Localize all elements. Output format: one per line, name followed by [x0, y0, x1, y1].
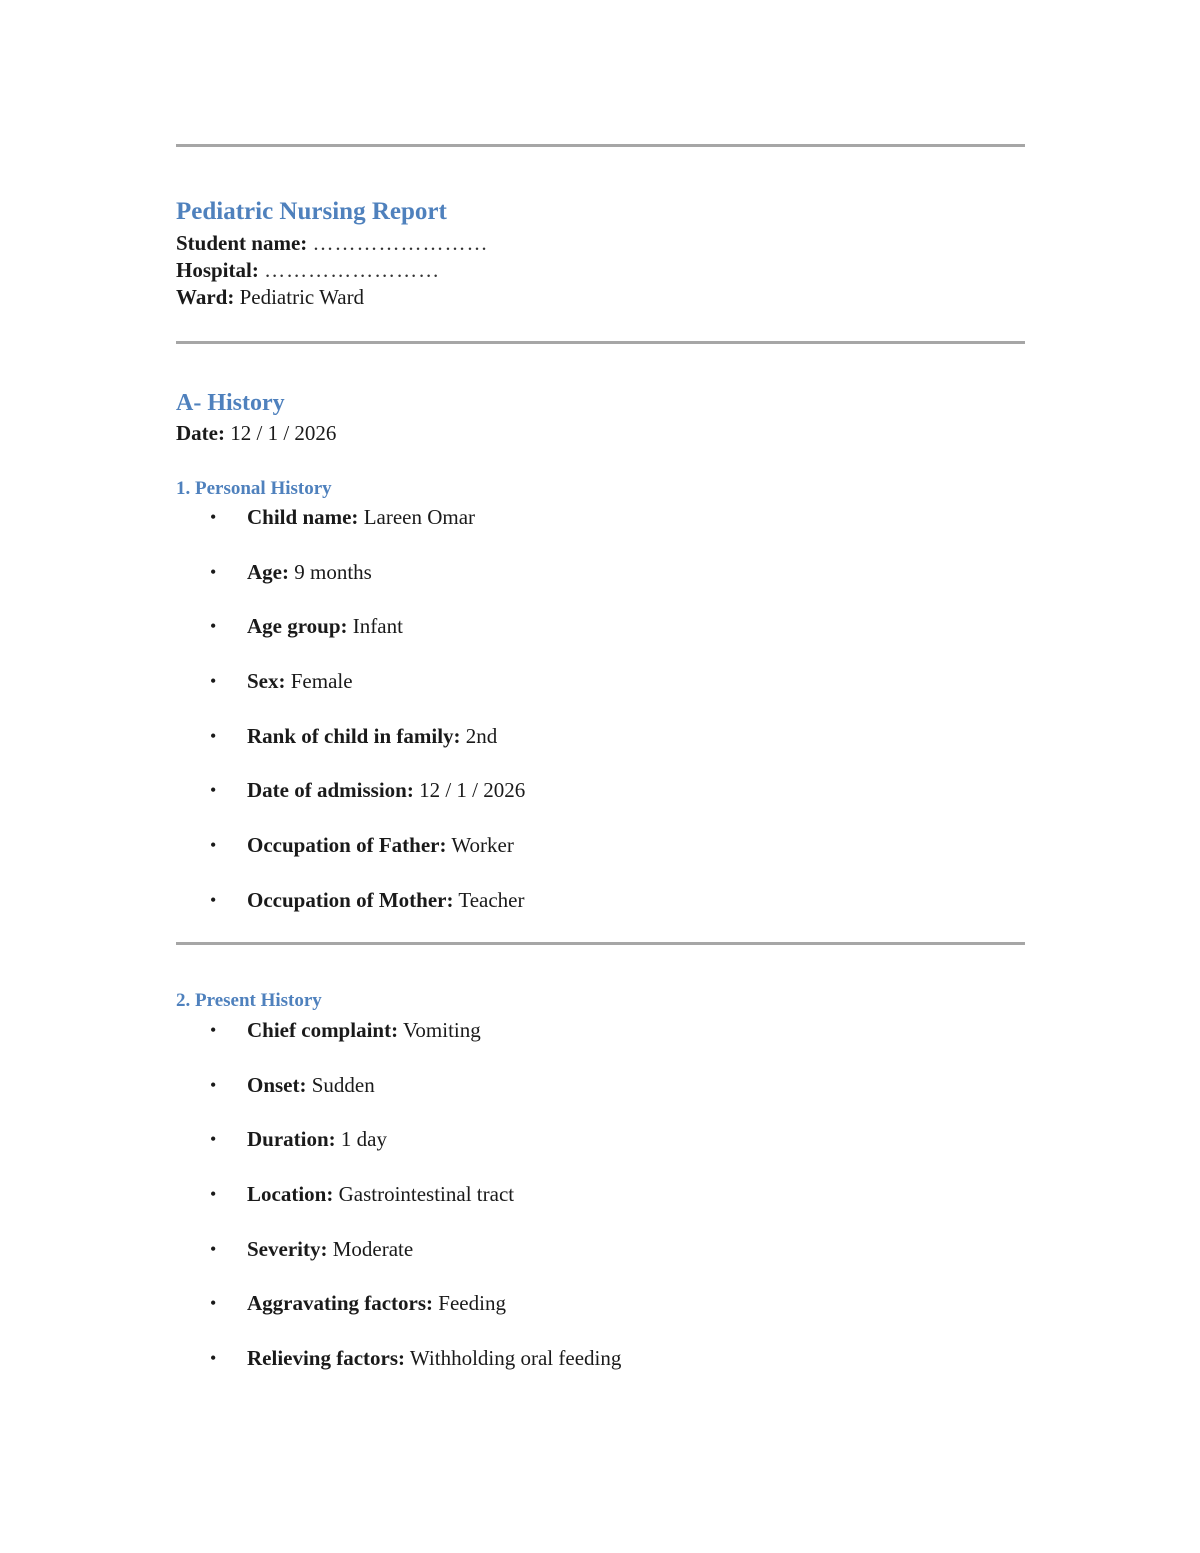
list-item	[176, 1235, 1025, 1290]
item-value: Feeding	[438, 1291, 506, 1316]
item-label: Age:	[247, 559, 289, 584]
hospital-label: Hospital:	[176, 258, 259, 282]
item-label: Date of admission:	[247, 778, 414, 803]
list-item	[176, 1289, 1025, 1344]
bullet-icon: •	[210, 1020, 217, 1040]
bullet-icon: •	[210, 1348, 217, 1369]
item-value: Teacher	[458, 887, 525, 912]
bullet-icon: •	[210, 725, 217, 746]
ward-line	[176, 284, 489, 311]
item-label: Chief complaint:	[247, 1018, 399, 1042]
list-item	[176, 1016, 1025, 1071]
item-value: Worker	[451, 833, 514, 858]
student-name-value: ……………………	[312, 231, 489, 255]
report-meta	[176, 230, 489, 311]
item-value: Vomiting	[402, 1018, 481, 1042]
item-value: 2nd	[465, 723, 498, 748]
list-item	[176, 831, 1025, 886]
list-item	[176, 722, 1025, 777]
history-date-label: Date:	[176, 421, 225, 445]
top-divider	[176, 144, 1025, 147]
bullet-icon: •	[210, 1184, 217, 1205]
item-label: Sex:	[247, 669, 286, 694]
list-item	[176, 776, 1025, 831]
bullet-icon: •	[210, 780, 217, 801]
item-label: Occupation of Father:	[247, 833, 447, 858]
list-item	[176, 503, 1025, 558]
student-name-label: Student name:	[176, 231, 308, 255]
list-item	[176, 612, 1025, 667]
personal-history-title: 1. Personal History	[176, 478, 332, 499]
item-value: 9 months	[294, 559, 372, 584]
section-divider	[176, 942, 1025, 945]
item-label: Location:	[247, 1182, 334, 1207]
item-value: 12 / 1 / 2026	[419, 778, 526, 803]
item-label: Relieving factors:	[247, 1346, 406, 1371]
item-value: Infant	[352, 614, 403, 639]
item-label: Aggravating factors:	[247, 1291, 434, 1316]
item-value: Sudden	[311, 1072, 375, 1097]
item-label: Duration:	[247, 1127, 336, 1152]
bullet-icon: •	[210, 1293, 217, 1314]
student-name-line	[176, 230, 489, 257]
list-item	[176, 1125, 1025, 1180]
hospital-value: ……………………	[264, 258, 441, 282]
bullet-icon: •	[210, 561, 217, 582]
item-label: Onset:	[247, 1072, 307, 1097]
ward-value: Pediatric Ward	[239, 285, 365, 309]
item-label: Age group:	[247, 614, 348, 639]
item-value: Moderate	[332, 1236, 414, 1261]
section-divider	[176, 341, 1025, 344]
hospital-line	[176, 257, 489, 284]
item-value: Lareen Omar	[363, 505, 476, 529]
bullet-icon: •	[210, 616, 217, 637]
item-label: Occupation of Mother:	[247, 887, 454, 912]
history-section-title: A- History	[176, 390, 285, 416]
list-item	[176, 1180, 1025, 1235]
ward-label: Ward:	[176, 285, 235, 309]
present-history-title: 2. Present History	[176, 990, 322, 1011]
history-date-line	[176, 420, 336, 447]
bullet-icon: •	[210, 835, 217, 856]
item-value: 1 day	[340, 1127, 387, 1152]
history-date-value: 12 / 1 / 2026	[230, 421, 337, 445]
list-item	[176, 1071, 1025, 1126]
list-item	[176, 558, 1025, 613]
document-page	[176, 0, 1025, 1553]
item-label: Rank of child in family:	[247, 723, 461, 748]
bullet-icon: •	[210, 671, 217, 692]
list-item	[176, 886, 1025, 941]
list-item	[176, 667, 1025, 722]
report-title: Pediatric Nursing Report	[176, 198, 447, 225]
item-label: Severity:	[247, 1236, 328, 1261]
list-item	[176, 1344, 1025, 1399]
item-value: Gastrointestinal tract	[338, 1182, 515, 1207]
bullet-icon: •	[210, 1129, 217, 1150]
bullet-icon: •	[210, 889, 217, 910]
item-value: Withholding oral feeding	[409, 1346, 622, 1371]
bullet-icon: •	[210, 1238, 217, 1259]
bullet-icon: •	[210, 1074, 217, 1095]
bullet-icon: •	[210, 507, 217, 527]
present-history-list	[176, 1016, 1025, 1399]
item-label: Child name:	[247, 505, 359, 529]
personal-history-list	[176, 503, 1025, 941]
item-value: Female	[290, 669, 353, 694]
